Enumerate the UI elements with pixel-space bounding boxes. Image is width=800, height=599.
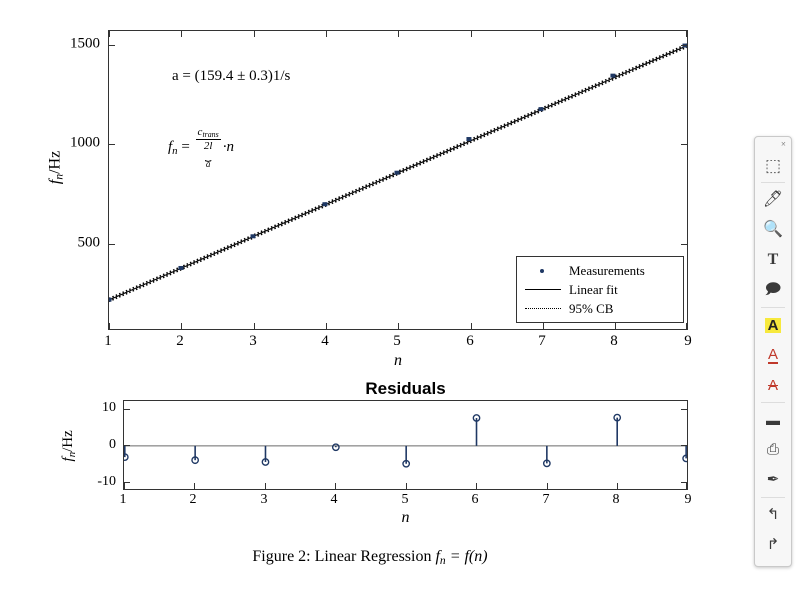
formula-lhs-sub: n [172, 144, 178, 157]
residuals-plot-axes [123, 400, 688, 490]
main-yaxis-title: $f_n/Hz$ [46, 150, 66, 185]
toolbar-divider-1 [761, 182, 785, 183]
zoom-icon[interactable]: 🔍 [763, 221, 783, 238]
legend-key-dotted [523, 302, 563, 316]
res-ytick-10 [124, 409, 130, 410]
signature-icon[interactable]: ✒ [766, 471, 780, 488]
legend-item-confidence-band [523, 299, 677, 318]
formula-numerator: $c_{trans}$ [197, 126, 219, 139]
formula-brace-label: a [205, 159, 211, 170]
text-underline-icon[interactable]: A [767, 345, 778, 363]
xtick-label-5: 5 [393, 333, 401, 349]
xtick-4 [326, 323, 327, 329]
caption-prefix: Figure 2: Linear Regression [252, 548, 436, 565]
ytick-label-1500: 1500 [70, 35, 100, 52]
xtick-label-1: 1 [104, 333, 112, 349]
res-ytick-label-0: 0 [109, 437, 116, 452]
comment-icon[interactable]: ▬ [766, 412, 780, 428]
caption-formula-rest: = f(n) [445, 548, 488, 565]
formula-denominator: 2l [196, 139, 221, 153]
legend-label-confidence-band: 95% CB [569, 300, 614, 316]
formula-fraction [196, 126, 221, 153]
res-xtick-7 [547, 483, 548, 489]
ytick-r-1000 [681, 144, 687, 145]
res-xtick-5 [406, 483, 407, 489]
highlighter-pen-icon[interactable]: 🖊 [762, 191, 784, 208]
ytick-r-1500 [681, 45, 687, 46]
xtick-9 [686, 323, 687, 329]
xtick-label-2: 2 [176, 333, 184, 349]
res-ytick-label-10: 10 [102, 400, 116, 415]
xtick-8 [615, 323, 616, 329]
legend-item-measurements [523, 261, 677, 280]
fit-result-annotation: a = (159.4 ± 0.3)1/s [172, 68, 291, 84]
res-xtick-label-5: 5 [401, 492, 409, 507]
xtick-label-8: 8 [610, 333, 618, 349]
res-ytick-0 [124, 445, 130, 446]
xtick-top-4 [326, 31, 327, 37]
res-xtick-4 [335, 483, 336, 489]
ytick-label-1000: 1000 [70, 134, 100, 151]
formula-underbrace [194, 126, 223, 169]
res-xtick-6 [476, 483, 477, 489]
toolbar-divider-3 [761, 402, 785, 403]
legend-item-linear-fit [523, 280, 677, 299]
legend-label-measurements: Measurements [569, 262, 645, 278]
res-xtick-label-1: 1 [119, 492, 127, 507]
res-xtick-3 [265, 483, 266, 489]
residuals-xaxis-title: n [401, 509, 410, 526]
res-xtick-1 [124, 483, 125, 489]
res-xtick-label-8: 8 [612, 492, 620, 507]
xtick-3 [254, 323, 255, 329]
res-xtick-label-7: 7 [542, 492, 550, 507]
redo-icon[interactable]: ↱ [766, 536, 780, 553]
ytick-r-500 [681, 244, 687, 245]
undo-icon[interactable]: ↰ [766, 506, 780, 523]
note-icon[interactable]: 🗩 [764, 281, 782, 298]
legend [516, 256, 684, 323]
xtick-2 [181, 323, 182, 329]
xtick-label-3: 3 [249, 333, 257, 349]
res-xtick-label-2: 2 [189, 492, 197, 507]
toolbar-divider-4 [761, 497, 785, 498]
xtick-top-3 [254, 31, 255, 37]
xtick-6 [471, 323, 472, 329]
res-xtick-label-4: 4 [330, 492, 338, 507]
annotation-toolbar[interactable] [754, 136, 792, 567]
residual-stems [125, 418, 686, 464]
res-xtick-label-3: 3 [260, 492, 268, 507]
ytick-label-500: 500 [77, 234, 100, 251]
formula-dot-n: ·n [222, 139, 234, 156]
text-icon[interactable]: T [767, 251, 779, 268]
close-icon[interactable]: × [780, 139, 786, 149]
xtick-top-6 [471, 31, 472, 37]
text-strikeout-icon[interactable]: A [767, 376, 778, 394]
formula-lhs: f [168, 139, 173, 156]
xtick-5 [398, 323, 399, 329]
res-xtick-label-9: 9 [684, 492, 692, 507]
ytick-1500 [109, 45, 115, 46]
res-ytick-neg10 [124, 482, 130, 483]
ytick-500 [109, 244, 115, 245]
res-xtick-label-6: 6 [471, 492, 479, 507]
residuals-title: Residuals [365, 379, 446, 398]
toolbar-divider-2 [761, 307, 785, 308]
main-xaxis-title: n [394, 352, 402, 369]
legend-key-dot [523, 264, 563, 278]
figure-caption [0, 548, 740, 567]
xtick-1 [109, 323, 110, 329]
xtick-label-7: 7 [538, 333, 546, 349]
res-xtick-2 [194, 483, 195, 489]
xtick-top-1 [109, 31, 110, 37]
stamp-icon[interactable]: ⎙ [766, 441, 779, 458]
res-ytick-r-neg10 [681, 482, 687, 483]
ytick-1000 [109, 144, 115, 145]
res-xtick-8 [617, 483, 618, 489]
xtick-label-4: 4 [321, 333, 329, 349]
xtick-7 [543, 323, 544, 329]
xtick-top-9 [686, 31, 687, 37]
text-highlight-icon[interactable]: A [755, 310, 791, 340]
xtick-top-7 [543, 31, 544, 37]
formula-equals: = [181, 139, 194, 156]
formula-annotation [168, 126, 234, 169]
residuals-plot-canvas [124, 401, 687, 491]
xtick-top-8 [615, 31, 616, 37]
caption-formula-sub: n [439, 554, 446, 567]
res-ytick-r-10 [681, 409, 687, 410]
legend-key-line [523, 283, 563, 297]
res-xtick-9 [686, 483, 687, 489]
legend-label-linear-fit: Linear fit [569, 281, 618, 297]
xtick-top-2 [181, 31, 182, 37]
xtick-label-6: 6 [466, 333, 474, 349]
xtick-label-9: 9 [684, 333, 692, 349]
caption-formula-f: f [435, 548, 440, 565]
res-ytick-r-0 [681, 445, 687, 446]
select-area-icon[interactable]: ⬚ [764, 155, 782, 175]
res-ytick-label-neg10: -10 [97, 474, 116, 489]
xtick-top-5 [398, 31, 399, 37]
residuals-yaxis-title: $f_n/Hz$ [60, 430, 78, 462]
formula-brace-symbol: ⏟ [204, 149, 212, 162]
